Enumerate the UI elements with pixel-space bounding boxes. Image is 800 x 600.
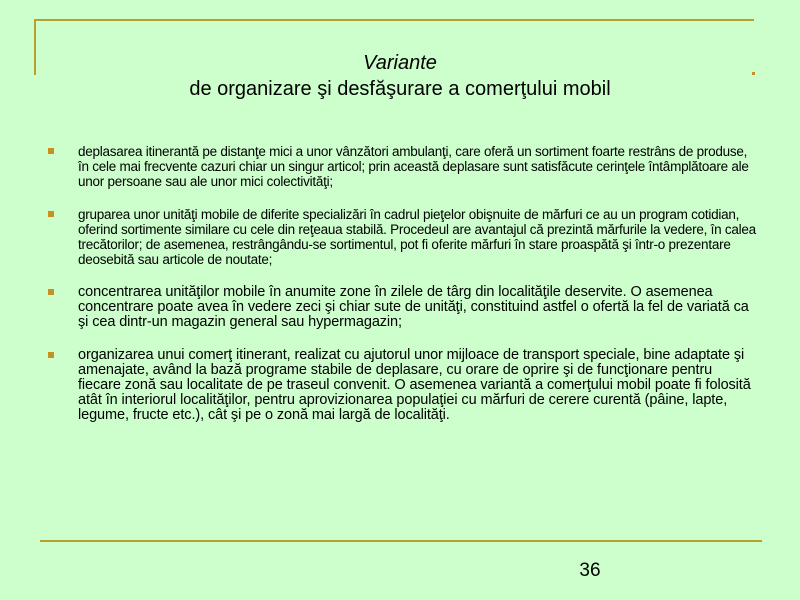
bullet-text: concentrarea unităţilor mobile în anumite zone în zilele de târg din localităţile deservite. O asemenea concentrare poate avea în vedere zeci şi chiar sute de unităţi, constituind astfel o ofertă la fel de variată ca şi cea dintr-un magazin general sau hypermagazin;: [78, 284, 749, 330]
slide-title-line1: Variante: [363, 52, 437, 74]
square-bullet-icon: [48, 211, 54, 217]
square-bullet-icon: [48, 289, 54, 295]
slide-title: [0, 50, 800, 102]
bullet-text: gruparea unor unităţi mobile de diferite specializări în cadrul pieţelor obişnuite de mărfuri ce au un program cotidian, oferind sortimente similare cu cele din reţeaua stabilă. Procedeul are avantajul că prezintă mărfurile la vedere, în calea trecătorilor; de asemenea, restrângându-se sortimentul, pot fi oferite mărfuri în stare proaspătă şi într-o prezentare deosebită sau articole de noutate;: [78, 207, 756, 267]
decorative-frame-bottom-line: [40, 540, 762, 542]
page-number: 36: [579, 560, 601, 581]
bullet-item: [46, 348, 758, 423]
square-bullet-icon: [48, 148, 54, 154]
bullet-item: [46, 285, 758, 330]
decorative-frame-top-line: [34, 19, 754, 21]
bullet-list: [46, 144, 758, 441]
bullet-text: organizarea unui comerţ itinerant, realizat cu ajutorul unor mijloace de transport speciale, bine adaptate şi amenajate, având la bază programe stabile de deplasare, cu orare de oprire şi de funcţionare pentru fiecare zonă sau localitate de pe traseul convenit. O asemenea variantă a comerţului mobil poate fi folosită atât în interiorul localităţilor, pentru aprovizionarea populaţiei cu mărfuri de cerere curentă (pâine, lapte, legume, fructe etc.), cât şi pe o zonă mai largă de localităţi.: [78, 347, 751, 423]
bullet-item: [46, 144, 758, 189]
square-bullet-icon: [48, 352, 54, 358]
bullet-item: [46, 207, 758, 267]
bullet-text: deplasarea itinerantă pe distanţe mici a unor vânzători ambulanţi, care oferă un sortiment foarte restrâns de produse, în cele mai frecvente cazuri chiar un singur articol; prin această deplasare sunt satisfăcute cerinţele întâmplătoare ale unor persoane sau ale unor mici colectivităţi;: [78, 144, 749, 189]
slide-title-line2: de organizare şi desfăşurare a comerţului mobil: [189, 78, 611, 100]
